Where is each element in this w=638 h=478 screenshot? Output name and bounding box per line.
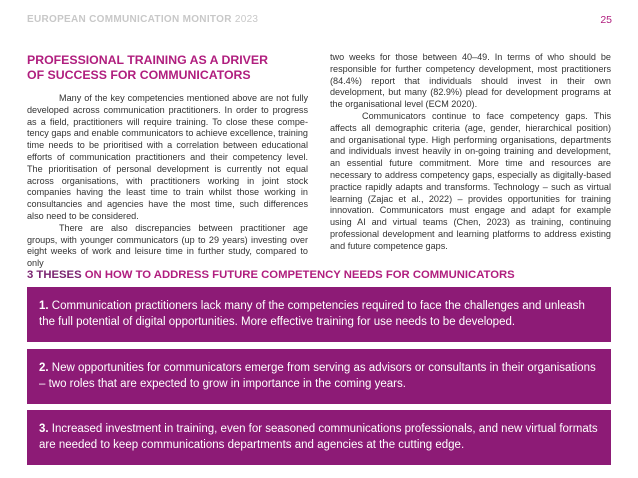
theses-heading-count: 3 THESES [27, 269, 82, 281]
theses-heading-text: ON HOW TO ADDRESS FUTURE COMPETENCY NEEDS FOR COMMUNICATORS [81, 269, 515, 281]
section-heading [27, 53, 308, 83]
thesis-text [39, 361, 599, 392]
section-heading-line-2: OF SUCCESS FOR COMMUNICATORS [27, 68, 251, 82]
theses-heading [27, 269, 515, 281]
left-column [27, 53, 308, 270]
thesis-statement: New opportunities for communicators emerge from serving as advisors or consultants in their organisations – two roles that are expected to grow in importance in the coming years. [39, 362, 596, 390]
right-column [330, 52, 611, 253]
body-paragraph: Many of the key competencies mentioned above are not fully developed across communication practitioners. In order to progress as a field, practitioners will require training. To close these competency gaps and enable communicators to achieve excellence, training time needs to be prioritised with a correlation between educational efforts of communication practitioners and their competency level. The prioritisation of personal development is currently not equal across organisations, with practitioners working in joint stock companies having the least time to train whilst those working in consultancies and agencies have the most time, such differences also need to be considered. [27, 93, 308, 221]
section-heading-line-1: PROFESSIONAL TRAINING AS A DRIVER [27, 53, 268, 67]
report-year: 2023 [234, 14, 259, 25]
body-paragraph: two weeks for those between 40–49. In terms of who should be responsible for further competency development, most practitioners (84.4%) report that individuals should invest in their own development, but many (82.9%) plead for development programs at the organisational level (ECM 2020). [330, 52, 611, 110]
thesis-statement: Increased investment in training, even for seasoned communications professionals, and new virtual formats are needed to keep communications departments and agencies at the cutting edge. [39, 423, 598, 451]
thesis-number: 2. [39, 362, 49, 374]
thesis-box-2 [27, 349, 611, 404]
thesis-box-1 [27, 287, 611, 342]
page-number: 25 [600, 14, 612, 26]
body-paragraph: There are also discrepancies between practitioner age groups, with younger communicators (up to 29 years) investing over eight weeks of work and leisure time in further study, compared to only [27, 222, 308, 269]
running-header [27, 14, 258, 25]
report-title: EUROPEAN COMMUNICATION MONITOR [27, 14, 232, 25]
thesis-text [39, 299, 599, 330]
thesis-box-3 [27, 410, 611, 465]
thesis-number: 3. [39, 423, 49, 435]
thesis-statement: Communication practitioners lack many of the competencies required to face the challenges and unleash the full potential of digital opportunities. More effective training for use needs to be developed. [39, 300, 585, 328]
body-paragraph: Communicators continue to face competency gaps. This affects all demographic criteria (age, gender, hierarchical position) and organisational type. High performing organisations, departments and individuals invest heavily in on-going training and development, an essential future commitment. More time and resources are necessary to address competency gaps, especially as digitally-based practice rapidly adapts and transforms. Technology – such as virtual learning (Zajac et al., 2022) – provides opportunities for training innovation. Communicators must engage and adapt for example using AI and virtual teams (Chen, 2023) as training, continuing professional development and learning platforms to address existing and future competence gaps. [330, 110, 611, 251]
thesis-number: 1. [39, 300, 49, 312]
thesis-text [39, 422, 599, 453]
